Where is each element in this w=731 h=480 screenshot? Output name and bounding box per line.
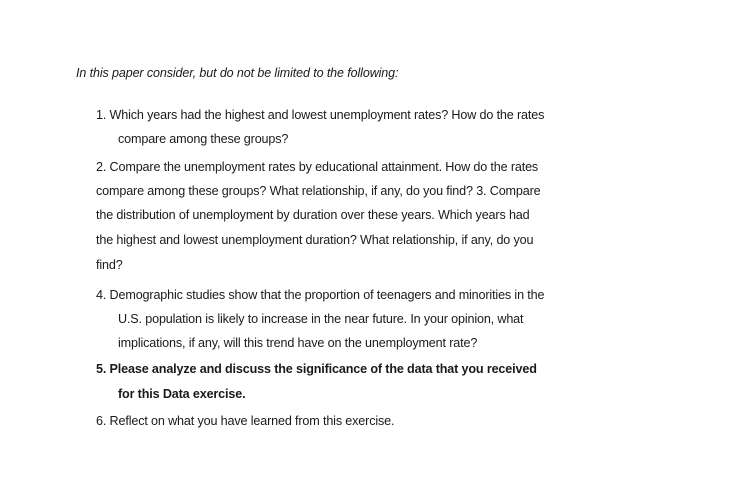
question-5-line-2: for this Data exercise. xyxy=(118,387,246,401)
question-1-line-1: 1. Which years had the highest and lowest unemployment rates? How do the rates xyxy=(96,108,545,122)
question-2-line-4: the highest and lowest unemployment duration? What relationship, if any, do you xyxy=(96,233,534,247)
intro-text: In this paper consider, but do not be limited to the following: xyxy=(76,66,399,80)
question-4-line-2: U.S. population is likely to increase in the near future. In your opinion, what xyxy=(118,312,524,326)
question-2-line-2: compare among these groups? What relationship, if any, do you find? 3. Compare xyxy=(96,184,541,198)
question-5-line-1: 5. Please analyze and discuss the significance of the data that you received xyxy=(96,362,537,376)
question-2-line-3: the distribution of unemployment by duration over these years. Which years had xyxy=(96,208,530,222)
question-2-line-5: find? xyxy=(96,258,123,272)
question-4-line-1: 4. Demographic studies show that the proportion of teenagers and minorities in the xyxy=(96,288,545,302)
question-1-line-2: compare among these groups? xyxy=(118,132,289,146)
question-4-line-3: implications, if any, will this trend have on the unemployment rate? xyxy=(118,336,478,350)
question-6-line-1: 6. Reflect on what you have learned from this exercise. xyxy=(96,414,395,428)
question-2-line-1: 2. Compare the unemployment rates by educational attainment. How do the rates xyxy=(96,160,539,174)
